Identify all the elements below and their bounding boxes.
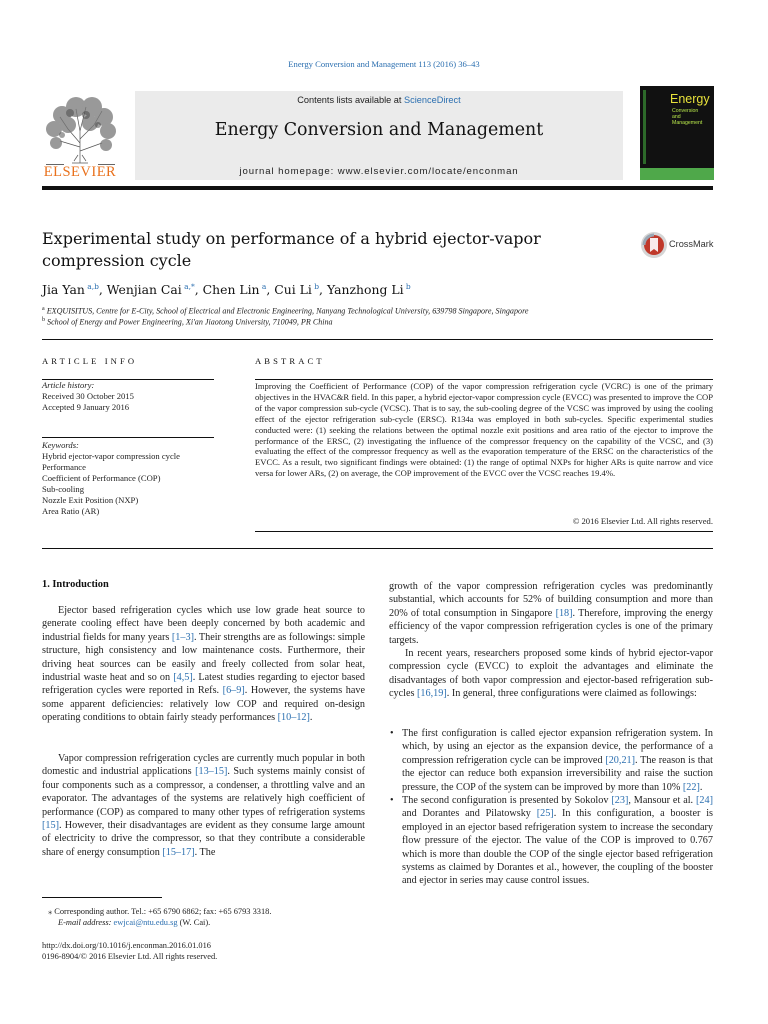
citation-link[interactable]: [15–17] bbox=[162, 846, 195, 858]
body-text-run: . In general, three configurations were claimed as followings: bbox=[446, 688, 697, 700]
citation-link[interactable]: [4,5] bbox=[173, 672, 193, 684]
author-name[interactable]: Cui Li bbox=[274, 282, 312, 298]
affiliation-a bbox=[42, 306, 713, 316]
body-text-run: . bbox=[699, 781, 703, 793]
author-affiliation-mark[interactable]: a,b bbox=[84, 282, 99, 291]
author-name[interactable]: Jia Yan bbox=[42, 282, 85, 298]
cover-footer-strip bbox=[640, 168, 714, 180]
body-text-run: Ejector based refrigeration cycles which use low grade heat source to generate cooling effect have been deeply concerned by both academic and industrial fields for many years bbox=[42, 605, 365, 643]
journal-cover-thumbnail[interactable] bbox=[640, 86, 714, 180]
affiliation-mark: a bbox=[42, 306, 45, 312]
author-list bbox=[42, 282, 713, 297]
citation-link[interactable]: [22] bbox=[682, 781, 700, 793]
keyword-item: Area Ratio (AR) bbox=[42, 505, 100, 516]
citation-link[interactable]: [13–15] bbox=[195, 766, 228, 778]
citation-link[interactable]: [16,19] bbox=[417, 688, 447, 700]
body-text-run: The second configuration is presented by Sokolov bbox=[402, 795, 612, 807]
body-text-run: . The bbox=[194, 846, 216, 858]
body-text-run: . Such systems mainly consist of four components such as a compressor, a condenser, a throttling valve and an evaporator. The advantages of the systems are relatively high coefficient of performance (COP) as compared to many other types of refrigeration systems bbox=[42, 766, 365, 818]
body-text-run: The first configuration is called ejector expansion refrigeration system. In which, by using an ejector as the expansion device, the performance of a compression refrigeration cycle can be improved bbox=[402, 728, 713, 766]
body-text-run: . However, their disadvantages are evident as they consume large amount of electricity to drive the compressor, so that they contribute a considerable share of energy consumption bbox=[42, 820, 365, 858]
body-text-run: growth of the vapor compression refrigeration cycles was predominantly substantial, which accounts for 52% of building consumption and more than 20% of total consumption in Singapore bbox=[389, 581, 713, 619]
keyword-item: Sub-cooling bbox=[42, 483, 85, 494]
abstract-rule-bottom bbox=[255, 531, 713, 532]
corresponding-author-note: ⁎ Corresponding author. Tel.: +65 6790 6862; fax: +65 6793 3318. bbox=[48, 907, 272, 916]
body-text-run: . The reason is that the ejector can reduce both expansion irreversibility and raise the suction pressure, the COP of the system can be improved by more than 10% bbox=[402, 754, 713, 793]
body-text-run: . In this configuration, a booster is employed in an ejector based refrigeration system to increase the secondary flow pressure of the ejector. The value of the COP is improved to 0.767 which is more than double the COP of the single ejector based refrigeration systems as claimed by Dorantes et al., however, the coupling of the booster and ejector in series may cause control issues. bbox=[402, 808, 713, 887]
citation-link[interactable]: [25] bbox=[536, 808, 554, 820]
citation-link[interactable]: [24] bbox=[696, 795, 713, 807]
body-text-run: . However, the systems have some apparent deficiencies: relatively low COP and required on-design operating conditions to obtain fairly steady performances bbox=[42, 685, 365, 724]
configuration-list bbox=[389, 727, 713, 888]
cover-stripe bbox=[643, 90, 646, 164]
abstract-copyright: © 2016 Elsevier Ltd. All rights reserved. bbox=[572, 516, 713, 526]
right-paragraph-2 bbox=[389, 647, 713, 701]
article-title-line-2: compression cycle bbox=[42, 251, 192, 270]
body-text-run: , Mansour et al. bbox=[628, 795, 696, 807]
contents-prefix: Contents lists available at bbox=[297, 95, 405, 105]
history-label: Article history: bbox=[42, 380, 95, 390]
body-text-run: . Their strengths are as followings: simple structure, high consistency and low maintenance costs. Furthermore, their driving heat sources can be easily and freely collected from solar heat, industrial waste heat and so on bbox=[42, 631, 365, 684]
journal-homepage[interactable]: journal homepage: www.elsevier.com/locate/enconman bbox=[239, 166, 519, 177]
doi-link[interactable]: http://dx.doi.org/10.1016/j.enconman.2016.01.016 bbox=[42, 941, 211, 950]
body-separator-rule bbox=[42, 548, 713, 549]
abstract-body: Improving the Coefficient of Performance (COP) of the vapor compression refrigeration cycle (VCRC) is one of the primary objectives in the HVAC&R field. In this paper, a hybrid ejector-vapor compression cycle (EVCC) was presented to improve the COP of the vapor compression sub-cycle (VCSC). That is to say, the sub-cooling degree of the VCSC was improved by using the cooling effect of the ejector refrigeration sub-cycle (ERSC). R134a was employed in both sub-cycles. Specific experimental studies conducted were: (1) seeking the relations between the optimal nozzle exit positions and area ratio of the ejector to improve the performance of the ERSC, (2) investigating the influence of the compressor frequency on the capability of the VCSC, and (3) evaluating the effect of the compressor frequency as well as the evaporation temperature of the ERSC on the characteristics of the EVCC. As a result, two significant findings were obtained: (1) the range of optimal NXPs for higher ARs is quite narrow and vice versa for lower ARs, (2) on average, the COP improvement of the EVCC over the VCSC reaches 19.4%. bbox=[255, 381, 713, 479]
publisher-name: ELSEVIER bbox=[43, 164, 117, 180]
citation-link[interactable]: [20,21] bbox=[605, 754, 636, 766]
email-note bbox=[58, 918, 388, 927]
cover-subtitle-3: Management bbox=[672, 120, 703, 126]
author-separator: , bbox=[194, 282, 203, 298]
affiliation-text: School of Energy and Power Engineering, Xi'an Jiaotong University, 710049, PR China bbox=[47, 317, 333, 327]
author-affiliation-mark[interactable]: b bbox=[311, 282, 320, 291]
author-separator: , bbox=[98, 282, 107, 298]
cover-subtitle-2: and bbox=[672, 114, 681, 120]
body-text-run: . Therefore, improving the energy efficiency of the vapor compression refrigeration cycles is one of the primary targets. bbox=[389, 607, 713, 646]
author-name[interactable]: Yanzhong Li bbox=[326, 282, 404, 298]
keywords-rule bbox=[42, 437, 214, 438]
article-info-heading: ARTICLE INFO bbox=[42, 356, 138, 366]
citation-link[interactable]: [15] bbox=[42, 820, 59, 832]
affiliation-text: EXQUISITUS, Centre for E-City, School of Electrical and Electronic Engineering, Nanyang Technological University, 639798 Singapore, Singapore bbox=[46, 306, 529, 316]
keyword-list bbox=[42, 451, 242, 516]
citation-link[interactable]: [23] bbox=[611, 795, 629, 807]
cover-title: Energy bbox=[670, 92, 710, 106]
sciencedirect-link[interactable]: ScienceDirect bbox=[404, 95, 461, 105]
citation-link[interactable]: [10–12] bbox=[277, 712, 310, 724]
article-title-line-1: Experimental study on performance of a hybrid ejector-vapor bbox=[42, 229, 541, 248]
citation-link[interactable]: [1–3] bbox=[171, 631, 194, 643]
abstract-rule-top bbox=[255, 379, 713, 380]
crossmark-label[interactable]: CrossMark bbox=[669, 239, 714, 249]
author-affiliation-mark[interactable]: b bbox=[403, 282, 411, 291]
right-paragraph-1 bbox=[389, 580, 713, 647]
citation-link[interactable]: [6–9] bbox=[222, 685, 245, 697]
journal-citation[interactable]: Energy Conversion and Management 113 (2016) 36–43 bbox=[288, 59, 480, 69]
body-text-run: and Dorantes and Pilatowsky bbox=[402, 808, 537, 820]
title-block-rule bbox=[42, 339, 713, 340]
body-text-run: . Latest studies regarding to ejector based refrigeration cycles were reported in Refs. bbox=[42, 672, 365, 697]
configuration-item-2 bbox=[389, 794, 713, 888]
email-suffix: (W. Cai). bbox=[177, 918, 211, 927]
issn-line: 0196-8904/© 2016 Elsevier Ltd. All rights reserved. bbox=[42, 952, 218, 961]
affiliation-mark: b bbox=[42, 317, 45, 323]
body-text-run: Vapor compression refrigeration cycles are currently much popular in both domestic and industrial applications bbox=[42, 753, 365, 778]
intro-paragraph-1 bbox=[42, 604, 365, 725]
journal-title[interactable]: Energy Conversion and Management bbox=[214, 120, 544, 140]
section-heading-introduction: 1. Introduction bbox=[42, 579, 109, 590]
author-name[interactable]: Chen Lin bbox=[202, 282, 260, 298]
affiliation-b bbox=[42, 317, 713, 327]
email-link[interactable]: ewjcai@ntu.edu.sg bbox=[113, 918, 178, 927]
citation-link[interactable]: [18] bbox=[555, 607, 573, 619]
received-date: Received 30 October 2015 bbox=[42, 391, 134, 401]
keyword-item: Hybrid ejector-vapor compression cycle bbox=[42, 451, 180, 461]
author-name[interactable]: Wenjian Cai bbox=[106, 282, 182, 298]
author-separator: , bbox=[266, 282, 275, 298]
body-text-run: . bbox=[309, 712, 313, 724]
body-text-run: In recent years, researchers proposed some kinds of hybrid ejector-vapor compression cycle (EVCC) to exploit the advantages and eliminate the disadvantages of both vapor compression and ejector-based refrigeration sub-cycles bbox=[389, 648, 713, 700]
article-title bbox=[42, 228, 582, 272]
abstract-heading: ABSTRACT bbox=[255, 356, 325, 366]
footnote-rule bbox=[42, 897, 162, 898]
author-affiliation-mark[interactable]: a bbox=[259, 282, 267, 291]
accepted-date: Accepted 9 January 2016 bbox=[42, 402, 130, 412]
cover-subtitle-1: Conversion bbox=[672, 108, 699, 114]
keywords-label: Keywords: bbox=[42, 440, 79, 450]
keyword-item: Nozzle Exit Position (NXP) bbox=[42, 494, 139, 505]
keyword-item: Coefficient of Performance (COP) bbox=[42, 472, 161, 483]
author-separator: , bbox=[319, 282, 327, 298]
email-label: E-mail address: bbox=[58, 918, 114, 927]
configuration-item-1 bbox=[389, 727, 713, 794]
masthead-rule bbox=[42, 186, 713, 190]
intro-paragraph-2 bbox=[42, 752, 365, 859]
author-affiliation-mark[interactable]: a,* bbox=[181, 282, 195, 291]
contents-line bbox=[135, 95, 623, 105]
keyword-item: Performance bbox=[42, 461, 86, 472]
